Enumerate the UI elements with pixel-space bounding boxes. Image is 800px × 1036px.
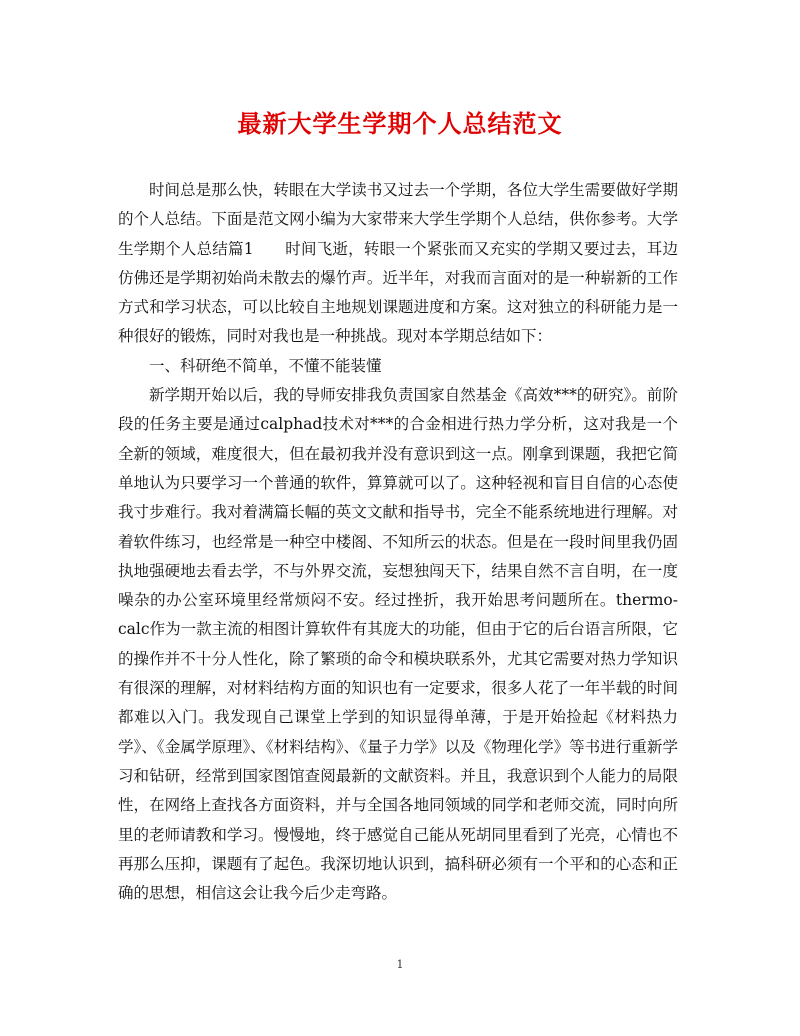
document-body xyxy=(118,176,678,908)
document-title: 最新大学生学期个人总结范文 xyxy=(237,109,563,138)
paragraph-intro: 时间总是那么快，转眼在大学读书又过去一个学期，各位大学生需要做好学期的个人总结。下面是范文网小编为大家带来大学生学期个人总结，供你参考。大学生学期个人总结篇1 时间飞逝，转眼一个紧张而又充实的学期又要过去，耳边仿佛还是学期初始尚未散去的爆竹声。近半年，对我而言面对的是一种崭新的工作方式和学习状态，可以比较自主地规划课题进度和方案。这对独立的科研能力是一种很好的锻炼，同时对我也是一种挑战。现对本学期总结如下： xyxy=(118,181,678,346)
paragraph-research: 新学期开始以后，我的导师安排我负责国家自然基金《高效***的研究》。前阶段的任务主要是通过calphad技术对***的合金相进行热力学分析，这对我是一个全新的领域，难度很大，但在最初我并没有意识到这一点。刚拿到课题，我把它简单地认为只要学习一个普通的软件，算算就可以了。这种轻视和盲目自信的心态使我寸步难行。我对着满篇长幅的英文文献和指导书，完全不能系统地进行理解。对着软件练习，也经常是一种空中楼阁、不知所云的状态。但是在一段时间里我仍固执地强硬地去看去学，不与外界交流，妄想独闯天下，结果自然不言自明，在一度噪杂的办公室环境里经常烦闷不安。经过挫折，我开始思考问题所在。thermo-calc作为一款主流的相图计算软件有其庞大的功能，但由于它的后台语言所限，它的操作并不十分人性化，除了繁琐的命令和模块联系外，尤其它需要对热力学知识有很深的理解，对材料结构方面的知识也有一定要求，很多人花了一年半载的时间都难以入门。我发现自己课堂上学到的知识显得单薄，于是开始捡起《材料热力学》、《金属学原理》、《材料结构》、《量子力学》以及《物理化学》等书进行重新学习和钻研，经常到国家图馆查阅最新的文献资料。并且，我意识到个人能力的局限性，在网络上查找各方面资料，并与全国各地同领域的同学和老师交流，同时向所里的老师请教和学习。慢慢地，终于感觉自己能从死胡同里看到了光亮，心情也不再那么压抑，课题有了起色。我深切地认识到，搞科研必须有一个平和的心态和正确的思想，相信这会让我今后少走弯路。 xyxy=(118,386,678,903)
section-heading: 一、科研绝不简单，不懂不能装懂 xyxy=(149,356,382,375)
page-number: 1 xyxy=(396,958,404,971)
